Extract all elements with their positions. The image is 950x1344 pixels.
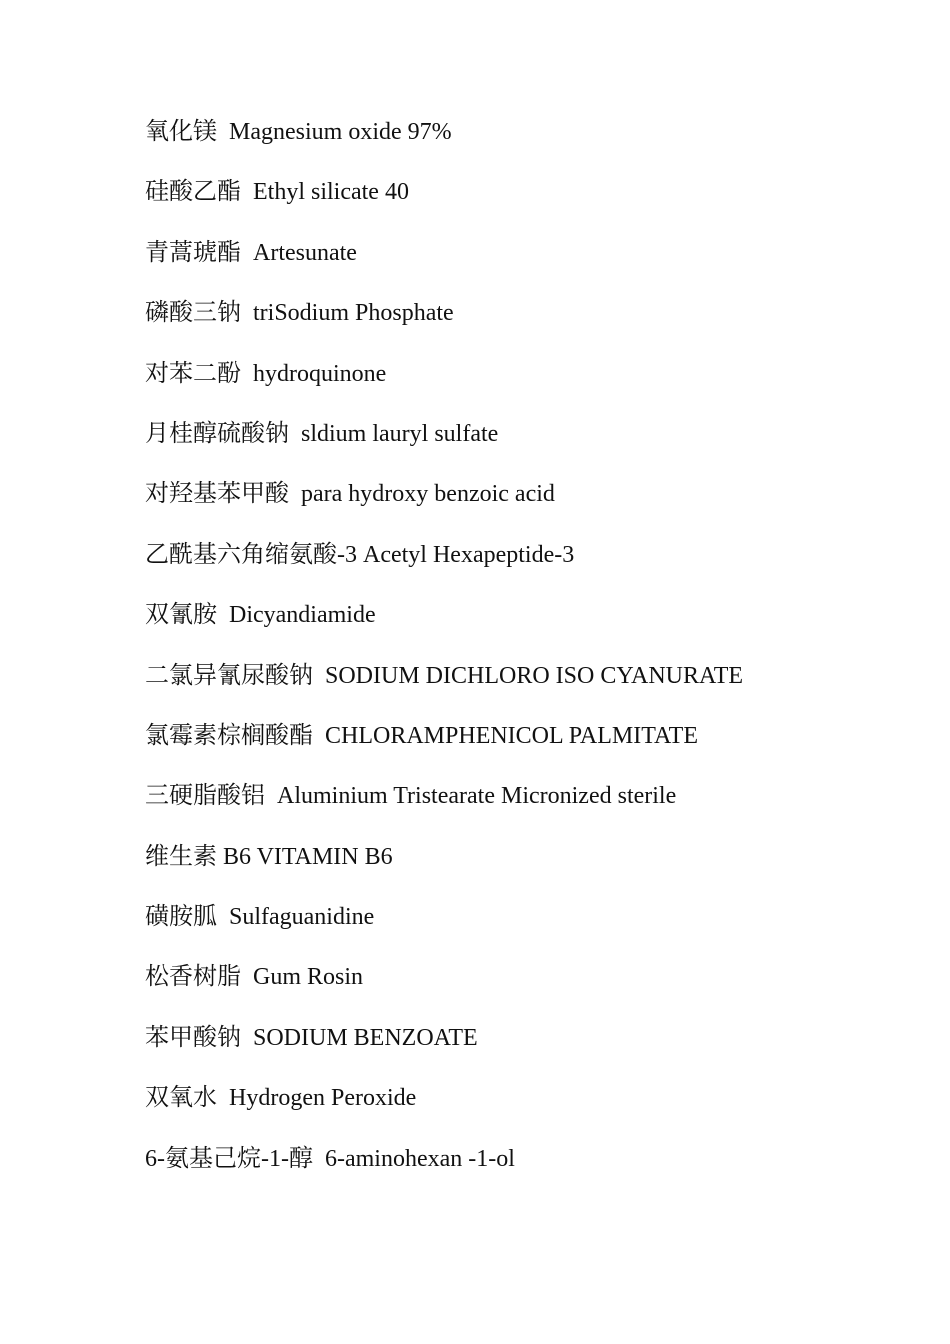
list-item: 双氧水 Hydrogen Peroxide — [145, 1085, 417, 1112]
list-item: 对羟基苯甲酸 para hydroxy benzoic acid — [145, 481, 555, 508]
chemical-list — [145, 115, 905, 1202]
list-item: 三硬脂酸铝 Aluminium Tristearate Micronized sterile — [145, 783, 677, 810]
list-item: 磺胺胍 Sulfaguanidine — [145, 904, 375, 931]
list-item: 磷酸三钠 triSodium Phosphate — [145, 300, 454, 327]
list-item: 松香树脂 Gum Rosin — [145, 964, 364, 991]
list-item: 乙酰基六角缩氨酸-3 Acetyl Hexapeptide-3 — [145, 541, 575, 568]
list-item: 苯甲酸钠 SODIUM BENZOATE — [145, 1024, 478, 1051]
list-item: 月桂醇硫酸钠 sldium lauryl sulfate — [145, 420, 499, 447]
list-item: 双氰胺 Dicyandiamide — [145, 602, 376, 629]
list-item: 氯霉素棕榈酸酯 CHLORAMPHENICOL PALMITATE — [145, 722, 698, 749]
list-item: 硅酸乙酯 Ethyl silicate 40 — [145, 179, 409, 206]
list-item: 维生素 B6 VITAMIN B6 — [145, 843, 393, 870]
list-item: 青蒿琥酯 Artesunate — [145, 239, 357, 266]
list-item: 二氯异氰尿酸钠 SODIUM DICHLORO ISO CYANURATE — [145, 662, 744, 689]
list-item: 氧化镁 Magnesium oxide 97% — [145, 119, 452, 145]
list-item: 对苯二酚 hydroquinone — [145, 360, 387, 387]
list-item: 6-氨基己烷-1-醇 6-aminohexan -1-ol — [145, 1145, 515, 1172]
